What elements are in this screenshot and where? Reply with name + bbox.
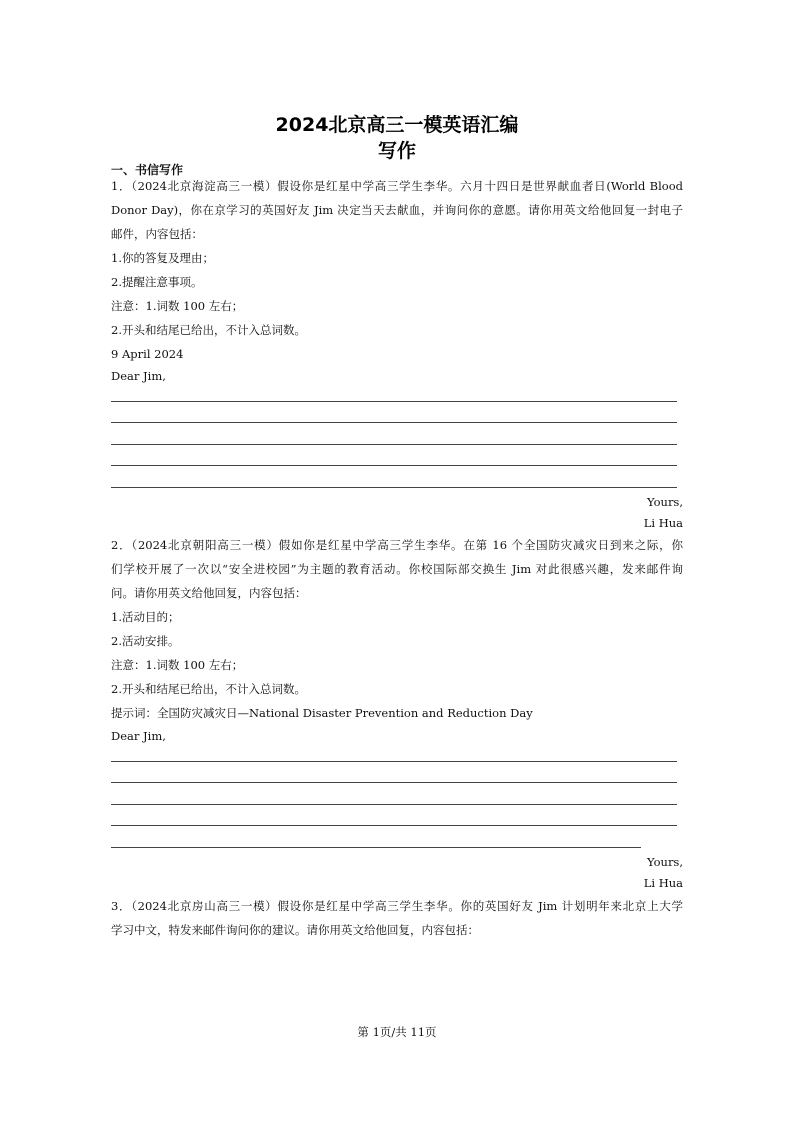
q2-line-3: 问。请你用英文给他回复，内容包括：: [111, 586, 307, 600]
q2-note-1: 注意：1.词数 100 左右；: [111, 658, 244, 672]
q1-closing: Yours,: [647, 495, 683, 509]
q1-answer-line: [111, 487, 677, 488]
q1-answer-line: [111, 422, 677, 423]
document-subtitle: 写作: [377, 140, 416, 162]
q3-line-2: 学习中文，特发来邮件询问你的建议。请你用英文给他回复，内容包括：: [111, 923, 479, 937]
q1-note-1: 注意：1.词数 100 左右；: [111, 299, 244, 313]
q1-requirement-1: 1.你的答复及理由；: [111, 251, 214, 265]
page-footer: 第 1页/共 11页: [357, 1025, 437, 1039]
q1-greeting: Dear Jim,: [111, 369, 166, 383]
q1-date: 9 April 2024: [111, 347, 184, 361]
q1-line-1: 1．（2024北京海淀高三一模）假设你是红星中学高三学生李华。六月十四日是世界献血者日(World Blood: [111, 179, 683, 193]
q1-requirement-2: 2.提醒注意事项。: [111, 275, 203, 289]
q2-line-2: 们学校开展了一次以“安全进校园”为主题的教育活动。你校国际部交换生 Jim 对此很感兴趣，发来邮件询: [111, 562, 683, 576]
q1-signature: Li Hua: [643, 516, 683, 530]
q2-answer-line: [111, 825, 677, 826]
q2-answer-line: [111, 761, 677, 762]
q1-line-3: 邮件，内容包括：: [111, 227, 203, 241]
q2-answer-line: [111, 804, 677, 805]
q1-answer-line: [111, 444, 677, 445]
q1-answer-line: [111, 465, 677, 466]
q3-line-1: 3．（2024北京房山高三一模）假设你是红星中学高三学生李华。你的英国好友 Jim 计划明年来北京上大学: [111, 899, 683, 913]
q1-line-2: Donor Day)，你在京学习的英国好友 Jim 决定当天去献血，并询问你的意愿。请你用英文给他回复一封电子: [111, 203, 683, 217]
q2-closing: Yours,: [647, 855, 683, 869]
q2-requirement-1: 1.活动目的；: [111, 610, 180, 624]
q2-note-2: 2.开头和结尾已给出，不计入总词数。: [111, 682, 306, 696]
q1-note-2: 2.开头和结尾已给出，不计入总词数。: [111, 323, 306, 337]
q2-line-1: 2．（2024北京朝阳高三一模）假如你是红星中学高三学生李华。在第 16 个全国防灾减灾日到来之际，你: [111, 538, 683, 552]
q1-answer-line: [111, 401, 677, 402]
q2-answer-line: [111, 782, 677, 783]
q2-requirement-2: 2.活动安排。: [111, 634, 180, 648]
q2-answer-line: [111, 847, 641, 848]
section-heading: 一、书信写作: [111, 163, 184, 177]
document-title: 2024北京高三一模英语汇编: [275, 114, 519, 136]
q2-hint: 提示词：全国防灾减灾日—National Disaster Prevention and Reduction Day: [111, 706, 533, 720]
q2-signature: Li Hua: [643, 876, 683, 890]
q2-greeting: Dear Jim,: [111, 729, 166, 743]
